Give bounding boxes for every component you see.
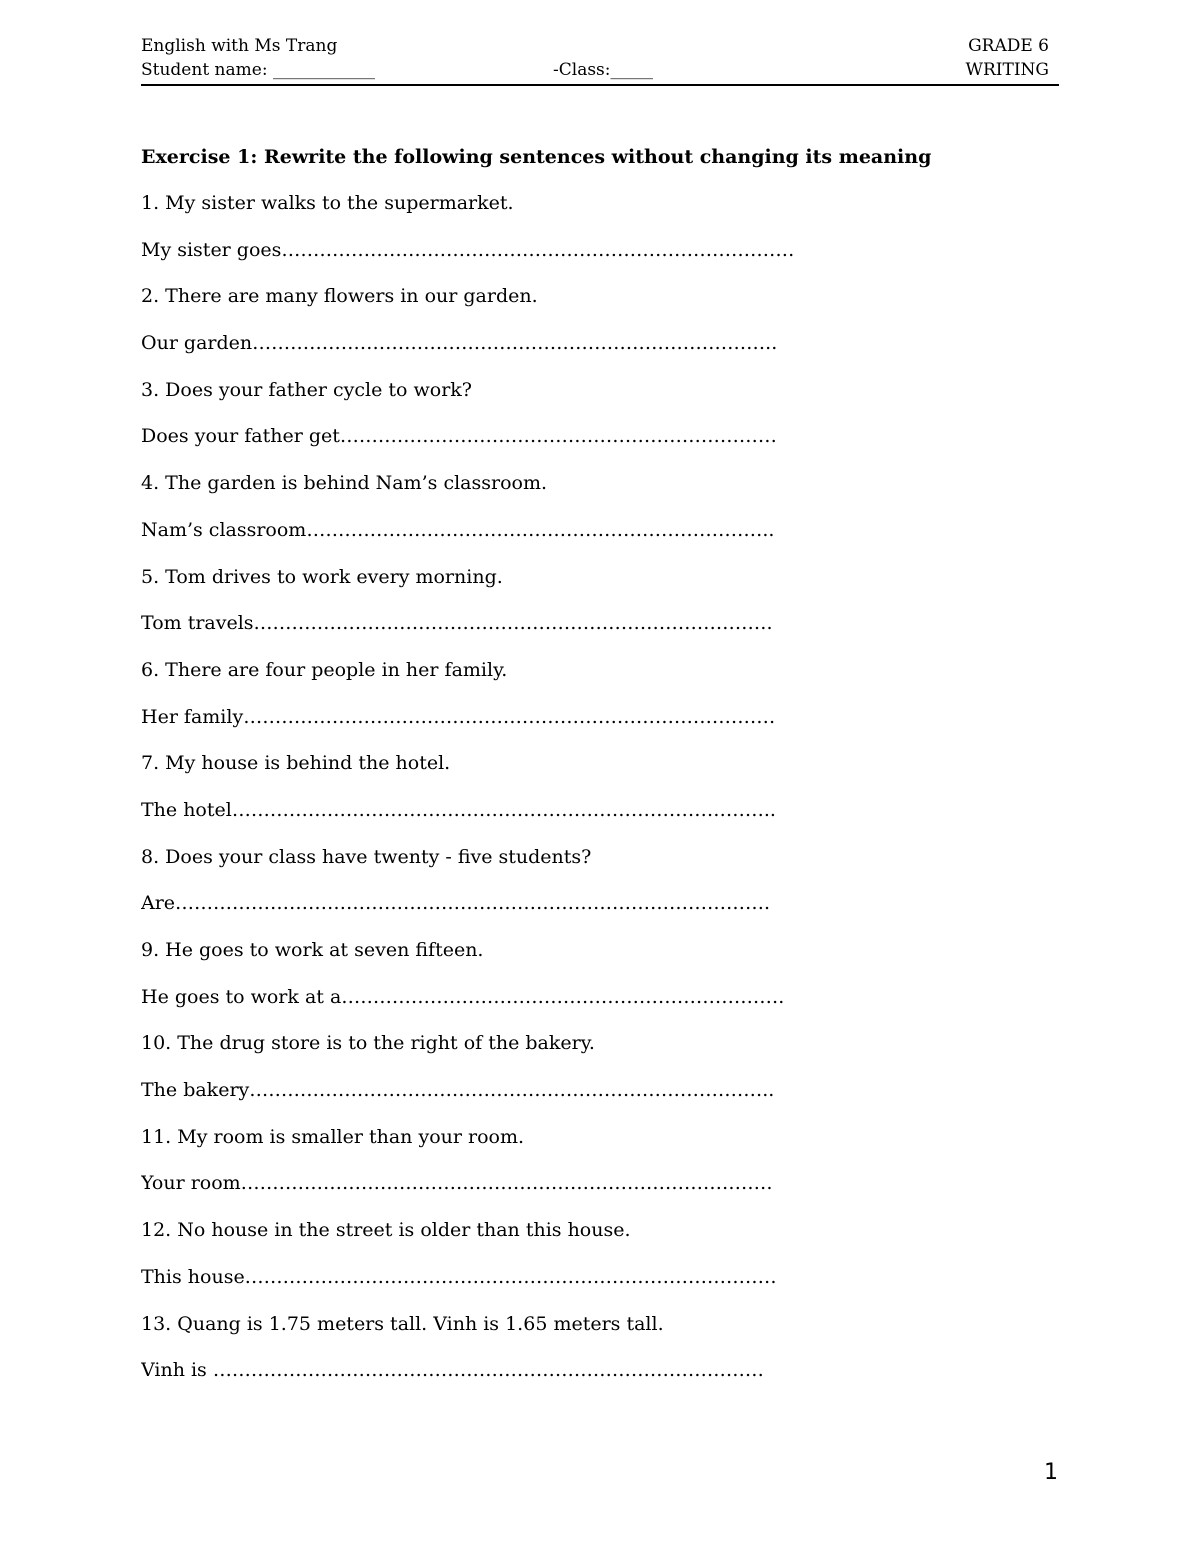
item-prompt: 3. Does your father cycle to work? (141, 378, 472, 401)
item-answer-line: Her family………………………………………………………………………… (141, 705, 776, 728)
exercise-title: Exercise 1: Rewrite the following sentences without changing its meaning (141, 146, 932, 168)
item-answer-line: Your room………………………………………………………………………… (141, 1172, 773, 1195)
class-field: -Class:_____ (553, 60, 653, 80)
item-prompt: 7. My house is behind the hotel. (141, 752, 451, 775)
item-answer-line: The hotel………………………………………………………………………….. (141, 798, 776, 821)
student-name-field: Student name: ____________ (141, 60, 375, 80)
item-answer-line: Our garden……………………………………………………………………….. (141, 332, 778, 355)
item-answer-line: Are…………………………………………………………………………………. (141, 892, 771, 915)
item-prompt: 12. No house in the street is older than this house. (141, 1219, 631, 1242)
item-prompt: 13. Quang is 1.75 meters tall. Vinh is 1.65 meters tall. (141, 1312, 664, 1335)
item-prompt: 5. Tom drives to work every morning. (141, 565, 503, 588)
item-answer-line: My sister goes……………………………………………………………………… (141, 238, 795, 261)
item-prompt: 1. My sister walks to the supermarket. (141, 192, 514, 214)
page-header (141, 34, 1059, 86)
item-prompt: 9. He goes to work at seven fifteen. (141, 939, 484, 961)
item-answer-line: Vinh is …………………………………………………………………………… (141, 1359, 764, 1382)
item-prompt: 11. My room is smaller than your room. (141, 1125, 525, 1148)
item-prompt: 10. The drug store is to the right of the bakery. (141, 1032, 595, 1055)
grade-label: GRADE 6 (968, 36, 1049, 56)
item-answer-line: This house………………………………………………………………………… (141, 1265, 777, 1288)
exercise-section (141, 142, 1041, 1402)
teacher-label: English with Ms Trang (141, 36, 338, 56)
item-answer-line: The bakery……………………………………………………………………….. (141, 1079, 775, 1102)
item-answer-line: Tom travels………………………………………………………………………. (141, 612, 773, 635)
item-answer-line: Does your father get…………………………………………………………… (141, 425, 777, 448)
item-prompt: 4. The garden is behind Nam’s classroom. (141, 472, 548, 495)
skill-label: WRITING (965, 60, 1049, 80)
item-prompt: 6. There are four people in her family. (141, 658, 508, 681)
item-prompt: 8. Does your class have twenty - five students? (141, 845, 592, 868)
page-number: 1 (1044, 1460, 1058, 1485)
item-answer-line: Nam’s classroom……………………………………………………………….. (141, 518, 775, 541)
item-prompt: 2. There are many flowers in our garden. (141, 285, 538, 308)
item-answer-line: He goes to work at a……………………………………………………………. (141, 985, 785, 1008)
